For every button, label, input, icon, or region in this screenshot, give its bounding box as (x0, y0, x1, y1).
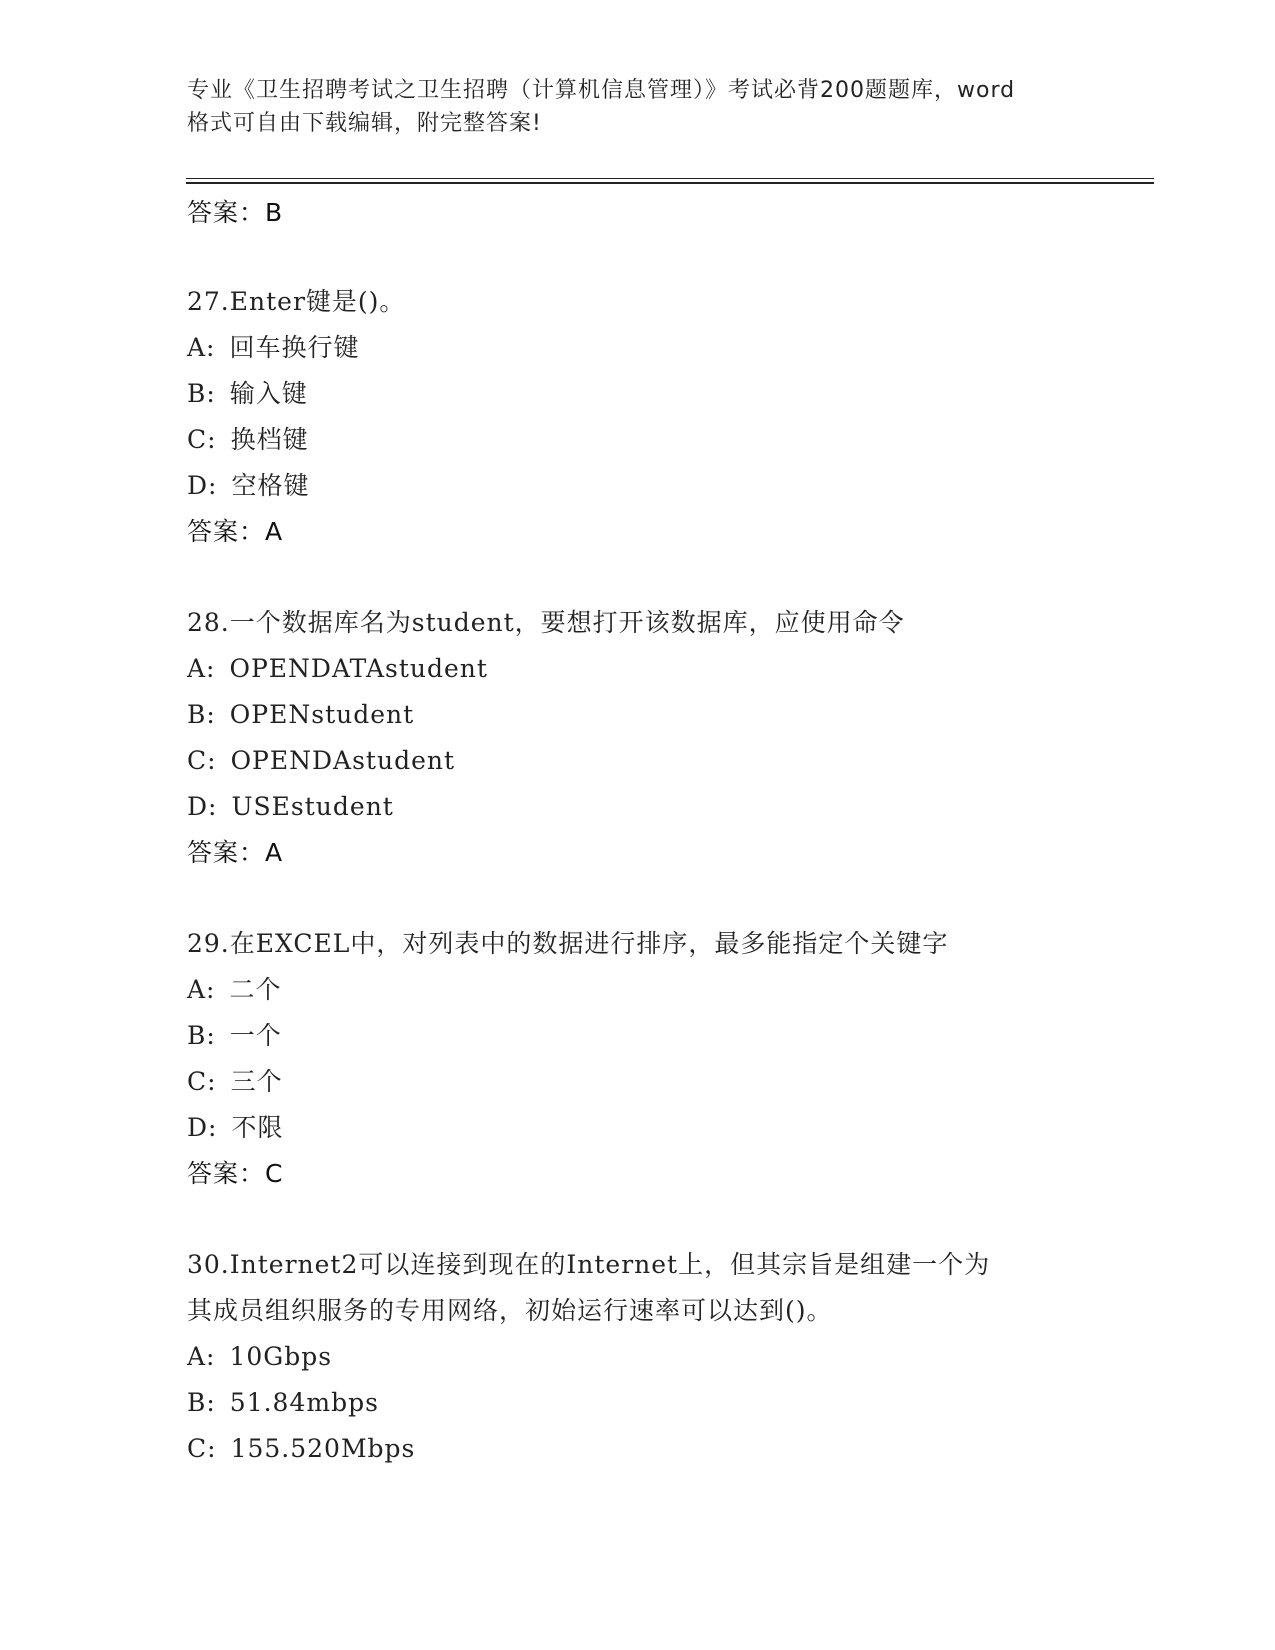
option-text: 一个 (229, 1021, 282, 1050)
option-text: OPENDAstudent (230, 746, 456, 775)
option-letter: C: (187, 1067, 217, 1096)
option-item (187, 1380, 1127, 1426)
option-letter: C: (187, 746, 217, 775)
option-letter: A: (187, 1342, 216, 1371)
option-letter: D: (187, 471, 218, 500)
option-item (187, 1105, 1127, 1151)
option-item (187, 1013, 1127, 1059)
option-item (187, 784, 1127, 830)
option-text: 三个 (230, 1067, 283, 1096)
option-item (187, 1426, 1127, 1472)
option-text: 51.84mbps (229, 1388, 379, 1417)
question-list (187, 190, 1127, 1472)
answer-value: A (265, 838, 284, 867)
option-text: OPENstudent (229, 700, 415, 729)
option-letter: C: (187, 1434, 217, 1463)
answer-prefix: 答案： (187, 1159, 266, 1188)
option-item (187, 371, 1127, 417)
question-text: 27.Enter键是()。 (187, 287, 406, 316)
option-letter: B: (187, 1388, 216, 1417)
option-item (187, 692, 1127, 738)
answer-value: B (265, 198, 284, 227)
answer-line (187, 1151, 1127, 1197)
option-item (187, 738, 1127, 784)
answer-prefix: 答案： (187, 838, 266, 867)
question-block (187, 279, 1127, 555)
question-spacer (187, 876, 1127, 921)
option-text: 二个 (229, 975, 282, 1004)
document-header (187, 74, 1087, 140)
option-letter: B: (187, 1021, 216, 1050)
header-divider-thin (186, 178, 1154, 179)
option-letter: A: (187, 654, 216, 683)
option-text: OPENDATAstudent (229, 654, 488, 683)
previous-answer (187, 190, 1127, 236)
option-item (187, 325, 1127, 371)
option-letter: D: (187, 792, 218, 821)
header-line-2: 格式可自由下载编辑，附完整答案! (187, 111, 542, 136)
questions-container (187, 236, 1127, 1472)
option-item (187, 646, 1127, 692)
option-text: 输入键 (229, 379, 308, 408)
option-text: 不限 (231, 1113, 284, 1142)
option-letter: B: (187, 700, 216, 729)
option-text: USEstudent (231, 792, 394, 821)
option-text: 155.520Mbps (230, 1434, 416, 1463)
question-block (187, 1242, 1127, 1472)
answer-value: C (265, 1159, 284, 1188)
answer-line (187, 509, 1127, 555)
header-divider-thick (186, 182, 1154, 184)
option-letter: A: (187, 975, 216, 1004)
option-item (187, 463, 1127, 509)
answer-prefix: 答案： (187, 198, 266, 227)
answer-prefix: 答案： (187, 517, 266, 546)
question-text: 29.在EXCEL中，对列表中的数据进行排序，最多能指定个关键字 (187, 929, 949, 958)
question-block (187, 921, 1127, 1197)
option-text: 换档键 (230, 425, 309, 454)
header-line-1: 专业《卫生招聘考试之卫生招聘（计算机信息管理）》考试必背200题题库，word (187, 78, 1016, 103)
option-item (187, 417, 1127, 463)
option-letter: D: (187, 1113, 218, 1142)
question-spacer (187, 555, 1127, 600)
option-letter: B: (187, 379, 216, 408)
option-item (187, 1334, 1127, 1380)
option-letter: A: (187, 333, 216, 362)
option-letter: C: (187, 425, 217, 454)
question-block (187, 600, 1127, 876)
option-text: 回车换行键 (229, 333, 360, 362)
question-spacer (187, 1197, 1127, 1242)
option-item (187, 1059, 1127, 1105)
question-text: 其成员组织服务的专用网络，初始运行速率可以达到()。 (187, 1296, 833, 1325)
answer-value: A (265, 517, 284, 546)
option-item (187, 967, 1127, 1013)
option-text: 10Gbps (229, 1342, 333, 1371)
question-text: 30.Internet2可以连接到现在的Internet上，但其宗旨是组建一个为 (187, 1250, 991, 1279)
question-text: 28.一个数据库名为student，要想打开该数据库，应使用命令 (187, 608, 905, 637)
answer-line (187, 830, 1127, 876)
question-spacer (187, 236, 1127, 279)
option-text: 空格键 (231, 471, 310, 500)
